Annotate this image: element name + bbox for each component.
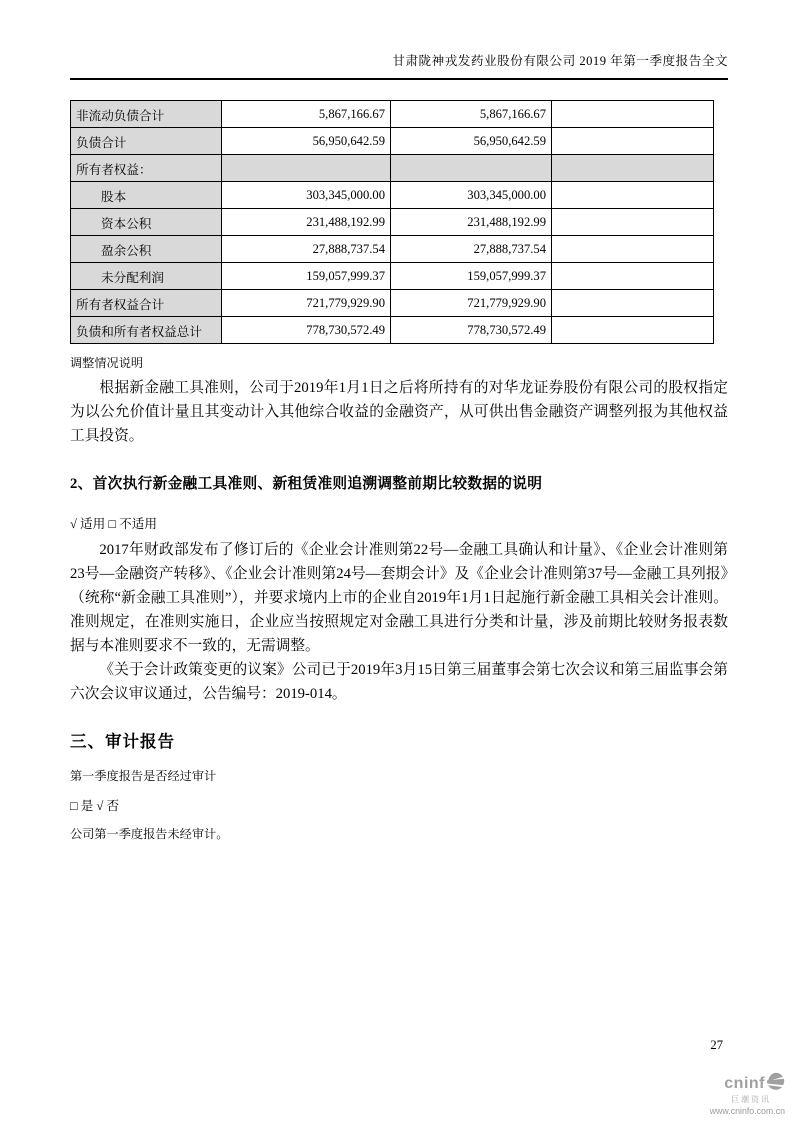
- row-label: 资本公积: [71, 209, 222, 236]
- row-label: 盈余公积: [71, 236, 222, 263]
- row-value-extra: [552, 101, 714, 128]
- row-label: 非流动负债合计: [71, 101, 222, 128]
- row-value-current: 5,867,166.67: [222, 101, 391, 128]
- row-value-extra: [552, 155, 714, 182]
- table-row: [71, 236, 714, 263]
- table-row: [71, 155, 714, 182]
- row-label: 负债和所有者权益总计: [71, 317, 222, 344]
- row-label: 股本: [71, 182, 222, 209]
- adjustment-note-paragraph: 根据新金融工具准则，公司于2019年1月1日之后将所持有的对华龙证券股份有限公司的股权指定为以公允价值计量且其变动计入其他综合收益的金融资产，从可供出售金融资产调整列报为其他权益工具投资。: [70, 380, 728, 444]
- cninfo-logo: [685, 1072, 785, 1116]
- table-row: [71, 290, 714, 317]
- row-value-prior: 56,950,642.59: [391, 128, 552, 155]
- row-value-prior: [391, 155, 552, 182]
- cninfo-chinese-name: 巨潮资讯: [731, 1095, 771, 1104]
- row-value-extra: [552, 209, 714, 236]
- audit-statement: 公司第一季度报告未经审计。: [70, 827, 229, 841]
- row-value-prior: 231,488,192.99: [391, 209, 552, 236]
- row-value-current: [222, 155, 391, 182]
- row-value-prior: 159,057,999.37: [391, 263, 552, 290]
- section3-heading: 三、审计报告: [70, 732, 175, 751]
- row-value-prior: 5,867,166.67: [391, 101, 552, 128]
- row-value-current: 721,779,929.90: [222, 290, 391, 317]
- row-value-current: 159,057,999.37: [222, 263, 391, 290]
- row-value-extra: [552, 317, 714, 344]
- row-label: 所有者权益合计: [71, 290, 222, 317]
- section2-heading: 2、首次执行新金融工具准则、新租赁准则追溯调整前期比较数据的说明: [70, 476, 543, 492]
- row-value-current: 56,950,642.59: [222, 128, 391, 155]
- row-value-prior: 27,888,737.54: [391, 236, 552, 263]
- section2-paragraph-2: 《关于会计政策变更的议案》公司已于2019年3月15日第三届董事会第七次会议和第三届监事会第六次会议审议通过，公告编号：2019-014。: [70, 662, 728, 702]
- row-value-current: 778,730,572.49: [222, 317, 391, 344]
- cninfo-swirl-icon: [766, 1072, 785, 1095]
- table-row: [71, 128, 714, 155]
- row-label: 未分配利润: [71, 263, 222, 290]
- applicability-check-line: √ 适用 □ 不适用: [70, 517, 157, 531]
- audit-answer-check-line: □ 是 √ 否: [70, 799, 120, 813]
- table-row: [71, 101, 714, 128]
- page-content: [70, 50, 728, 842]
- row-value-prior: 778,730,572.49: [391, 317, 552, 344]
- audit-question: 第一季度报告是否经过审计: [70, 769, 217, 783]
- document-header-title: 甘肃陇神戎发药业股份有限公司 2019 年第一季度报告全文: [70, 50, 728, 80]
- table-row: [71, 263, 714, 290]
- section2-body: [70, 538, 728, 706]
- section2-paragraph-1: 2017年财政部发布了修订后的《企业会计准则第22号—金融工具确认和计量》、《企业会计准则第23号—金融资产转移》、《企业会计准则第24号—套期会计》及《企业会计准则第37号—金融工具列报》（统称“新金融工具准则”），并要求境内上市的企业自2019年1月1日起施行新金融工具相关会计准则。准则规定，在准则实施日，企业应当按照规定对金融工具进行分类和计量，涉及前期比较财务报表数据与本准则要求不一致的，无需调整。: [70, 542, 728, 654]
- row-value-extra: [552, 236, 714, 263]
- row-value-current: 27,888,737.54: [222, 236, 391, 263]
- cninfo-logo-top: [685, 1072, 785, 1095]
- row-value-current: 303,345,000.00: [222, 182, 391, 209]
- row-value-extra: [552, 128, 714, 155]
- table-row: [71, 209, 714, 236]
- row-label: 所有者权益：: [71, 155, 222, 182]
- row-value-extra: [552, 263, 714, 290]
- row-value-prior: 303,345,000.00: [391, 182, 552, 209]
- table-row: [71, 317, 714, 344]
- cninfo-brand-text: cninf: [724, 1074, 765, 1092]
- row-value-extra: [552, 182, 714, 209]
- row-value-extra: [552, 290, 714, 317]
- balance-sheet-table: [70, 100, 714, 344]
- row-label: 负债合计: [71, 128, 222, 155]
- adjustment-note-label: 调整情况说明: [70, 356, 144, 370]
- row-value-prior: 721,779,929.90: [391, 290, 552, 317]
- page-number: 27: [710, 1038, 723, 1052]
- table-row: [71, 182, 714, 209]
- row-value-current: 231,488,192.99: [222, 209, 391, 236]
- cninfo-url: www.cninfo.com.cn: [709, 1106, 785, 1116]
